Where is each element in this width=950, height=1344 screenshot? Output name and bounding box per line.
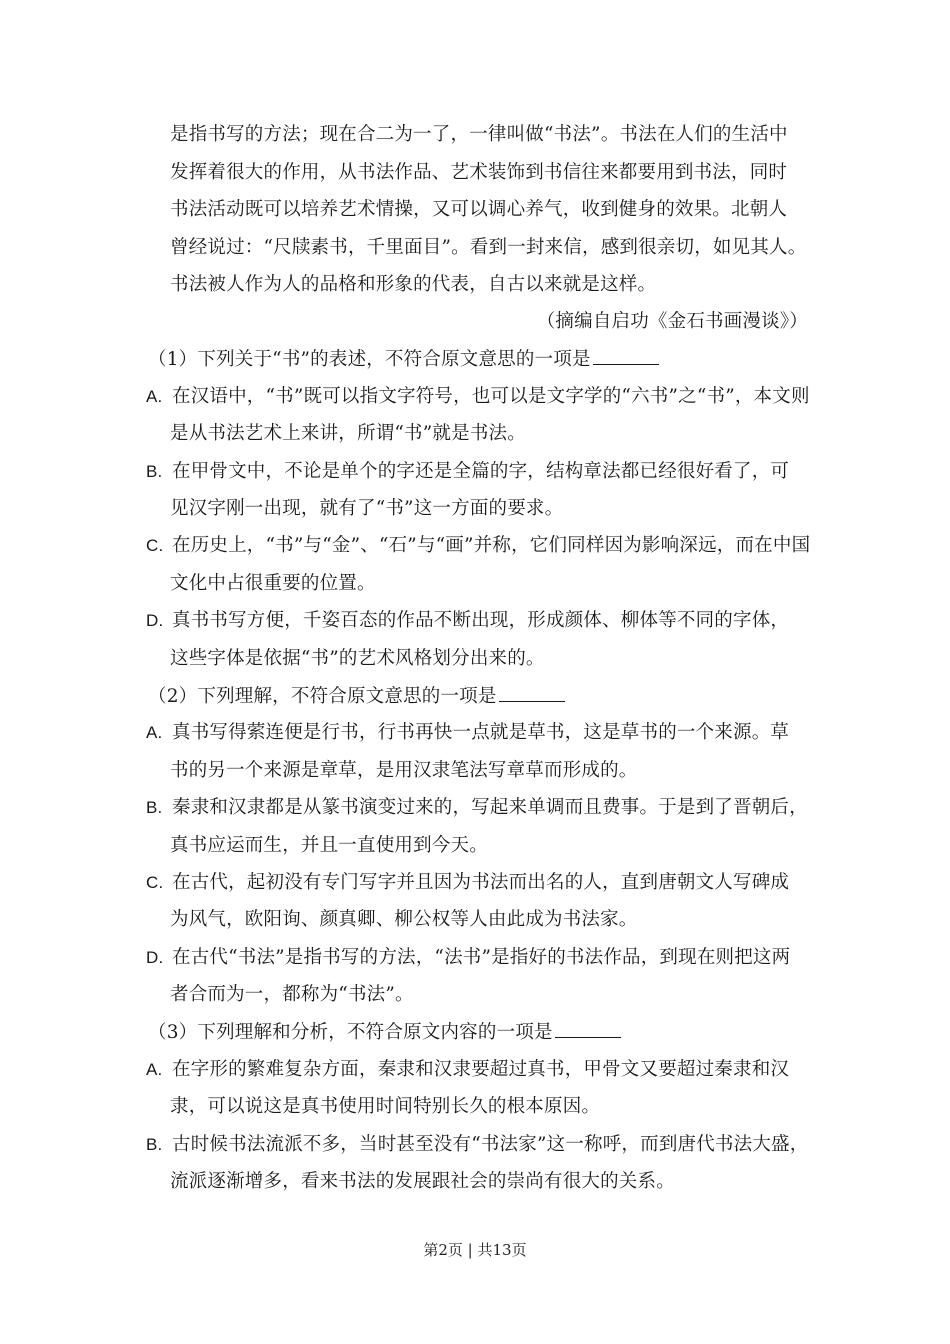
option-label: B. (146, 798, 163, 817)
option-label: B. (146, 1135, 163, 1154)
option-text: 在历史上，“书”与“金”、“石”与“画”并称，它们同样因为影响深远，而在中国 (172, 535, 811, 556)
option-text: 古时候书法流派不多，当时甚至没有“书法家”这一称呼，而到唐代书法大盛， (172, 1134, 809, 1155)
option-text: 在甲骨文中，不论是单个的字还是全篇的字，结构章法都已经很好看了，可 (172, 461, 790, 482)
question-stem-1 (148, 346, 659, 373)
passage-line: 是指书写的方法；现在合二为一了，一律叫做“书法”。书法在人们的生活中 (170, 124, 788, 145)
answer-blank (499, 683, 565, 702)
option-2b (146, 795, 808, 821)
option-1a (146, 384, 810, 410)
option-label: A. (146, 723, 163, 742)
option-3a-cont: 隶，可以说这是真书使用时间特别长久的根本原因。 (170, 1096, 601, 1117)
option-label: B. (146, 462, 163, 481)
question-stem-text: （3）下列理解和分析，不符合原文内容的一项是 (148, 1022, 553, 1043)
option-2d-cont: 者合而为一，都称为“书法”。 (170, 984, 414, 1005)
passage-line: 书法活动既可以培养艺术情操，又可以调心养气，收到健身的效果。北朝人 (170, 199, 788, 220)
option-label: A. (146, 1060, 163, 1079)
passage-source: （摘编自启功《金石书画漫谈》） (536, 311, 808, 332)
option-2c-cont: 为风气，欧阳询、颜真卿、柳公权等人由此成为书法家。 (170, 909, 638, 930)
option-text: 在古代，起初没有专门写字并且因为书法而出名的人，直到唐朝文人写碑成 (172, 872, 790, 893)
option-text: 秦隶和汉隶都是从篆书演变过来的，写起来单调而且费事。于是到了晋朝后， (172, 797, 808, 818)
answer-blank (555, 1019, 621, 1038)
question-stem-text: （2）下列理解，不符合原文意思的一项是 (148, 686, 497, 707)
option-1c (146, 533, 810, 559)
option-1c-cont: 文化中占很重要的位置。 (170, 573, 376, 594)
option-3b (146, 1132, 808, 1158)
option-text: 在字形的繁难复杂方面，秦隶和汉隶要超过真书，甲骨文又要超过秦隶和汉 (172, 1059, 790, 1080)
option-1d (146, 608, 789, 634)
option-text: 真书写得萦连便是行书，行书再快一点就是草书，这是草书的一个来源。草 (172, 722, 790, 743)
page-footer: 第2页 | 共13页 (423, 1241, 527, 1259)
option-2d (146, 945, 790, 971)
option-label: C. (146, 536, 164, 555)
passage-line: 发挥着很大的作用，从书法作品、艺术装饰到书信往来都要用到书法，同时 (170, 162, 788, 183)
option-1a-cont: 是从书法艺术上来讲，所谓“书”就是书法。 (170, 423, 526, 444)
option-label: D. (146, 611, 164, 630)
option-1d-cont: 这些字体是依据“书”的艺术风格划分出来的。 (170, 648, 545, 669)
option-3a (146, 1057, 789, 1083)
option-2a-cont: 书的另一个来源是章草，是用汉隶笔法写章草而形成的。 (170, 760, 638, 781)
option-3b-cont: 流派逐渐增多，看来书法的发展跟社会的崇尚有很大的关系。 (170, 1171, 675, 1192)
option-label: D. (146, 948, 164, 967)
option-text: 在汉语中，“书”既可以指文字符号，也可以是文字学的“六书”之“书”，本文则 (172, 386, 810, 407)
option-text: 真书书写方便，千姿百态的作品不断出现，形成颜体、柳体等不同的字体， (172, 610, 790, 631)
option-1b-cont: 见汉字刚一出现，就有了“书”这一方面的要求。 (170, 498, 564, 519)
option-text: 在古代“书法”是指书写的方法，“法书”是指好的书法作品，到现在则把这两 (172, 947, 791, 968)
option-2b-cont: 真书应运而生，并且一直使用到今天。 (170, 835, 488, 856)
option-label: A. (146, 387, 163, 406)
question-stem-3 (148, 1019, 621, 1046)
question-stem-2 (148, 683, 565, 710)
passage-line: 书法被人作为人的品格和形象的代表，自古以来就是这样。 (170, 274, 657, 295)
option-2c (146, 870, 789, 896)
passage-line: 曾经说过：“尺牍素书，千里面目”。看到一封来信，感到很亲切，如见其人。 (170, 237, 807, 258)
question-stem-text: （1）下列关于“书”的表述，不符合原文意思的一项是 (148, 349, 591, 370)
option-1b (146, 459, 789, 485)
answer-blank (593, 346, 659, 365)
option-2a (146, 720, 789, 746)
option-label: C. (146, 873, 164, 892)
